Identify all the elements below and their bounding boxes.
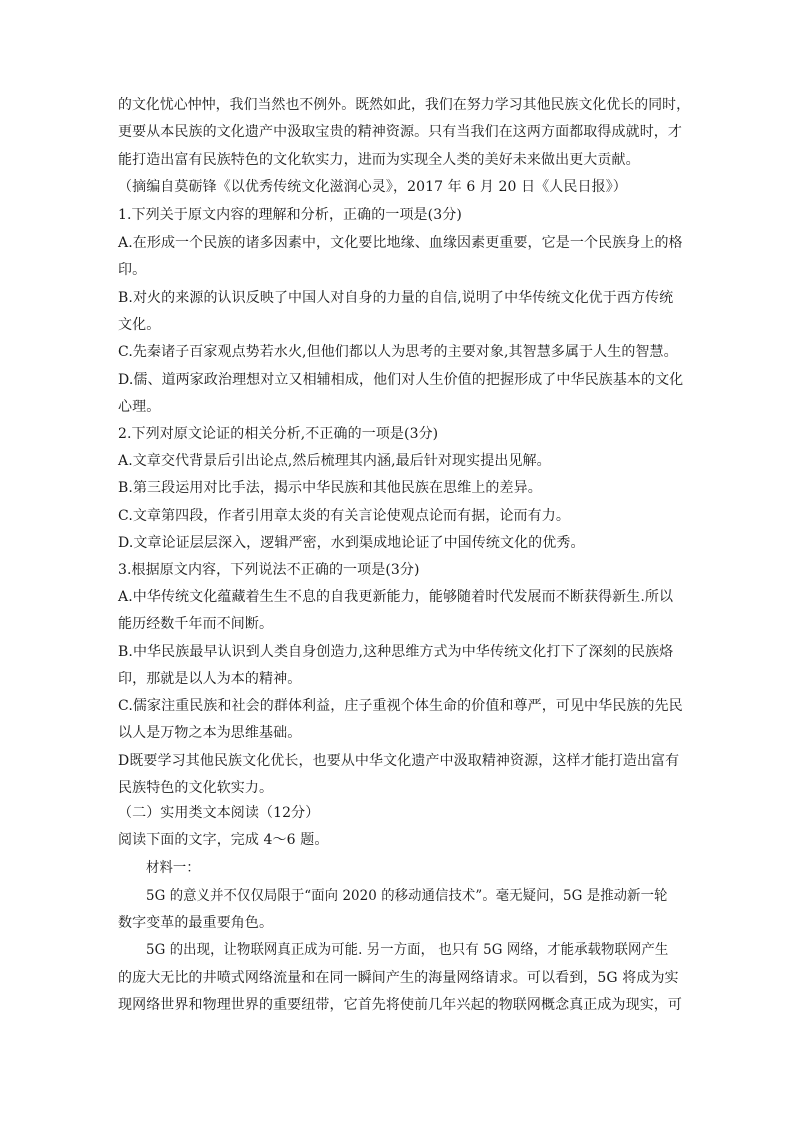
option-3b-cont: 印，那就是以人为本的精神。 — [118, 671, 302, 687]
paragraph-line: 更要从本民族的文化遗产中汲取宝贵的精神资源。只有当我们在这两方面都取得成就时，才 — [118, 124, 682, 140]
option-1d: D.儒、道两家政治理想对立又相辅相成，他们对人生价值的把握形成了中华民族基本的文化 — [118, 372, 684, 388]
option-3c: C.儒家注重民族和社会的群体利益，庄子重视个体生命的价值和尊严，可见中华民族的先民 — [118, 698, 683, 714]
option-3d: D既要学习其他民族文化优长，也要从中华文化遗产中汲取精神资源，这样才能打造出富有 — [118, 753, 680, 769]
question-1: 1.下列关于原文内容的理解和分析，正确的一项是(3分) — [118, 207, 462, 223]
paragraph-line: 能打造出富有民族特色的文化软实力，进而为实现全人类的美好未来做出更大贡献。 — [118, 152, 640, 168]
option-3c-cont: 以人是万物之本为思维基础。 — [118, 725, 302, 741]
paragraph-line: 数字变革的最重要角色。 — [118, 915, 274, 931]
paragraph-line: 的庞大无比的井喷式网络流量和在同一瞬间产生的海量网络请求。可以看到，5G 将成为实 — [118, 970, 679, 986]
option-2a: A.文章交代背景后引出论点,然后梳理其内涵,最后针对现实提出见解。 — [118, 453, 551, 469]
option-1c: C.先秦诸子百家观点势若水火,但他们都以人为思考的主要对象,其智慧多属于人生的智慧。 — [118, 344, 678, 360]
material-label: 材料一： — [146, 860, 200, 876]
question-3: 3.根据原文内容，下列说法不正确的一项是(3分) — [118, 562, 420, 578]
section-heading: （二）实用类文本阅读（12分） — [118, 805, 320, 821]
option-2c: C.文章第四段，作者引用章太炎的有关言论使观点论而有据，论而有力。 — [118, 508, 570, 524]
paragraph-line: 现网络世界和物理世界的重要纽带，它首先将使前几年兴起的物联网概念真正成为现实，可 — [118, 997, 682, 1013]
option-1a-cont: 印。 — [118, 262, 147, 278]
reading-instruction: 阅读下面的文字，完成 4～6 题。 — [118, 832, 329, 848]
option-2d: D.文章论证层层深入，逻辑严密，水到渠成地论证了中国传统文化的优秀。 — [118, 535, 585, 551]
option-1b-cont: 文化。 — [118, 317, 161, 333]
paragraph-line: 5G 的出现，让物联网真正成为可能. 另一方面， 也只有 5G 网络，才能承载物联网产生 — [146, 942, 669, 958]
option-3a: A.中华传统文化蕴藏着生生不息的自我更新能力，能够随着时代发展而不断获得新生.所以 — [118, 589, 674, 605]
source-citation: （摘编自莫砺锋《以优秀传统文化滋润心灵》，2017 年 6 月 20 日《人民日报》） — [118, 179, 627, 195]
option-3a-cont: 能历经数千年而不间断。 — [118, 616, 274, 632]
question-2: 2.下列对原文论证的相关分析,不正确的一项是(3分) — [118, 426, 439, 442]
option-2b: B.第三段运用对比手法，揭示中华民族和其他民族在思维上的差异。 — [118, 480, 542, 496]
option-3d-cont: 民族特色的文化软实力。 — [118, 780, 274, 796]
paragraph-line: 5G 的意义并不仅仅局限于“面向 2020 的移动通信技术”。毫无疑问，5G 是推动新一轮 — [146, 888, 668, 904]
option-1b: B.对火的来源的认识反映了中国人对自身的力量的自信,说明了中华传统文化优于西方传统 — [118, 290, 674, 306]
paragraph-line: 的文化忧心忡忡，我们当然也不例外。既然如此，我们在努力学习其他民族文化优长的同时， — [118, 97, 691, 113]
option-1d-cont: 心理。 — [118, 399, 161, 415]
option-3b: B.中华民族最早认识到人类自身创造力,这种思维方式为中华传统文化打下了深刻的民族烙 — [118, 644, 674, 660]
option-1a: A.在形成一个民族的诸多因素中，文化要比地缘、血缘因素更重要，它是一个民族身上的格 — [118, 235, 683, 251]
